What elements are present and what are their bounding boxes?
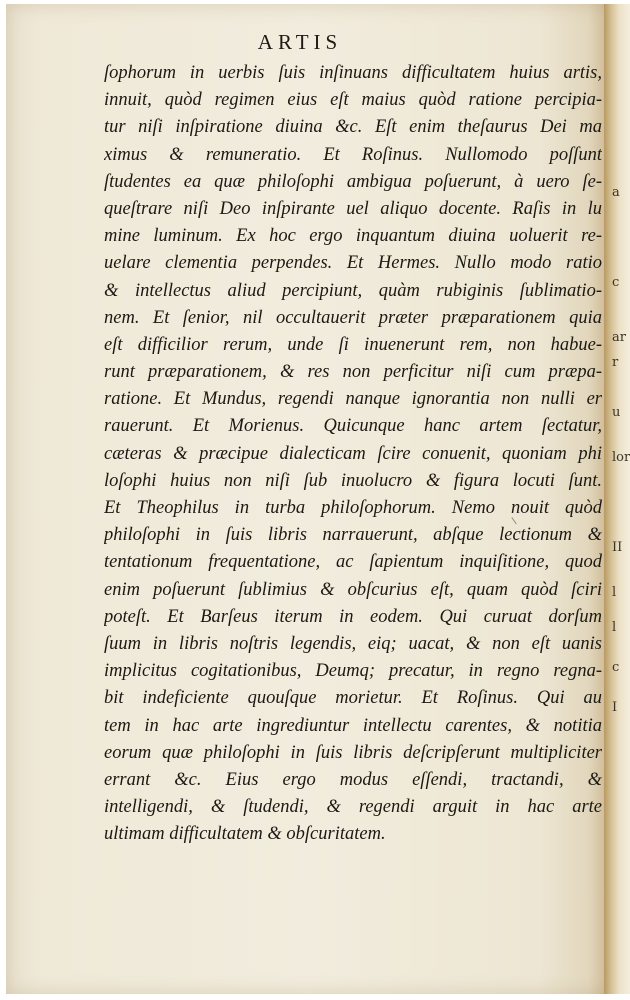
facing-page-fragment: l: [612, 585, 617, 600]
text-line: philoſophi in ſuis libris narrauerunt, abſque lectionum &: [104, 525, 602, 546]
facing-page-fragment: a: [612, 185, 620, 200]
body-text: [104, 60, 602, 848]
text-line: innuit, quòd regimen eius eſt maius quòd ratione percipia-: [104, 90, 602, 111]
facing-page-fragment: II: [612, 540, 623, 555]
text-line: ſuum in libris noſtris legendis, eiq; uacat, & non eſt uanis: [104, 633, 602, 654]
text-line: Et Theophilus in turba philoſophorum. Nemo nouit quòd: [104, 498, 602, 518]
text-line: eorum quæ philoſophi in ſuis libris deſcripſerunt multipliciter: [104, 742, 602, 763]
facing-page-fragment: l: [612, 620, 617, 635]
text-line: tem in hac arte ingrediuntur intellectu carentes, & notitia: [104, 715, 602, 736]
text-line: tentationum frequentatione, ac ſapientum inquiſitione, quod: [104, 552, 602, 573]
text-line: mine luminum. Ex hoc ergo inquantum diuina uoluerit re-: [104, 226, 602, 247]
text-line: ſtudentes ea quæ philoſophi ambigua poſuerunt, à uero ſe-: [104, 171, 602, 192]
text-line: cæteras & præcipue dialecticam ſcire conuenit, quoniam phi: [104, 443, 602, 464]
text-line: poteſt. Et Barſeus iterum in eodem. Qui curuat dorſum: [104, 606, 602, 627]
text-line: & intellectus aliud percipiunt, quàm rubiginis ſublimatio-: [104, 280, 602, 301]
facing-page-fragment: c: [612, 275, 620, 290]
text-line: rauerunt. Et Morienus. Quicunque hanc artem ſectatur,: [104, 416, 602, 437]
text-line: nem. Et ſenior, nil occultauerit præter præparationem quia: [104, 307, 602, 328]
text-line: loſophi huius non niſi ſub inuolucro & figura locuti ſunt.: [104, 470, 602, 491]
facing-page-fragment: I: [612, 700, 618, 715]
running-head: ARTIS: [257, 30, 343, 54]
text-line: ſophorum in uerbis ſuis inſinuans difficultatem huius artis,: [104, 63, 602, 83]
text-line: intelligendi, & ſtudendi, & regendi arguit in hac arte: [104, 797, 602, 818]
text-line: implicitus cogitationibus, Deumq; precatur, in regno regna-: [104, 661, 602, 682]
text-line: queſtrare niſi Deo inſpirante uel aliquo docente. Raſis in lu: [104, 198, 602, 219]
text-line: eſt difficilior rerum, unde ſi inuenerunt rem, non habue-: [104, 334, 602, 355]
facing-page-fragment: c: [612, 660, 620, 675]
text-line: ximus & remuneratio. Et Roſinus. Nullomodo poſſunt: [104, 144, 602, 165]
text-line: enim poſuerunt ſublimius & obſcurius eſt, quam quòd ſciri: [104, 579, 602, 600]
facing-page-fragment: ar: [612, 330, 626, 345]
facing-page-edge: [604, 4, 630, 994]
text-line: tur niſi inſpiratione diuina &c. Eſt enim theſaurus Dei ma: [104, 117, 602, 138]
text-line: ratione. Et Mundus, regendi nanque ignorantia non nulli er: [104, 389, 602, 410]
text-line: runt præparationem, & res non perficitur niſi cum præpa-: [104, 362, 602, 383]
text-line: ultimam difficultatem & obſcuritatem.: [104, 824, 386, 845]
facing-page-fragment: r: [612, 355, 619, 370]
text-line: bit indeficiente quouſque morietur. Et Roſinus. Qui au: [104, 688, 602, 709]
text-line: errant &c. Eius ergo modus eſſendi, tractandi, &: [104, 769, 602, 790]
text-line: uelare clementia perpendes. Et Hermes. Nullo modo ratio: [104, 253, 602, 274]
facing-page-fragment: u: [612, 405, 621, 420]
facing-page-fragment: lor: [612, 450, 630, 465]
